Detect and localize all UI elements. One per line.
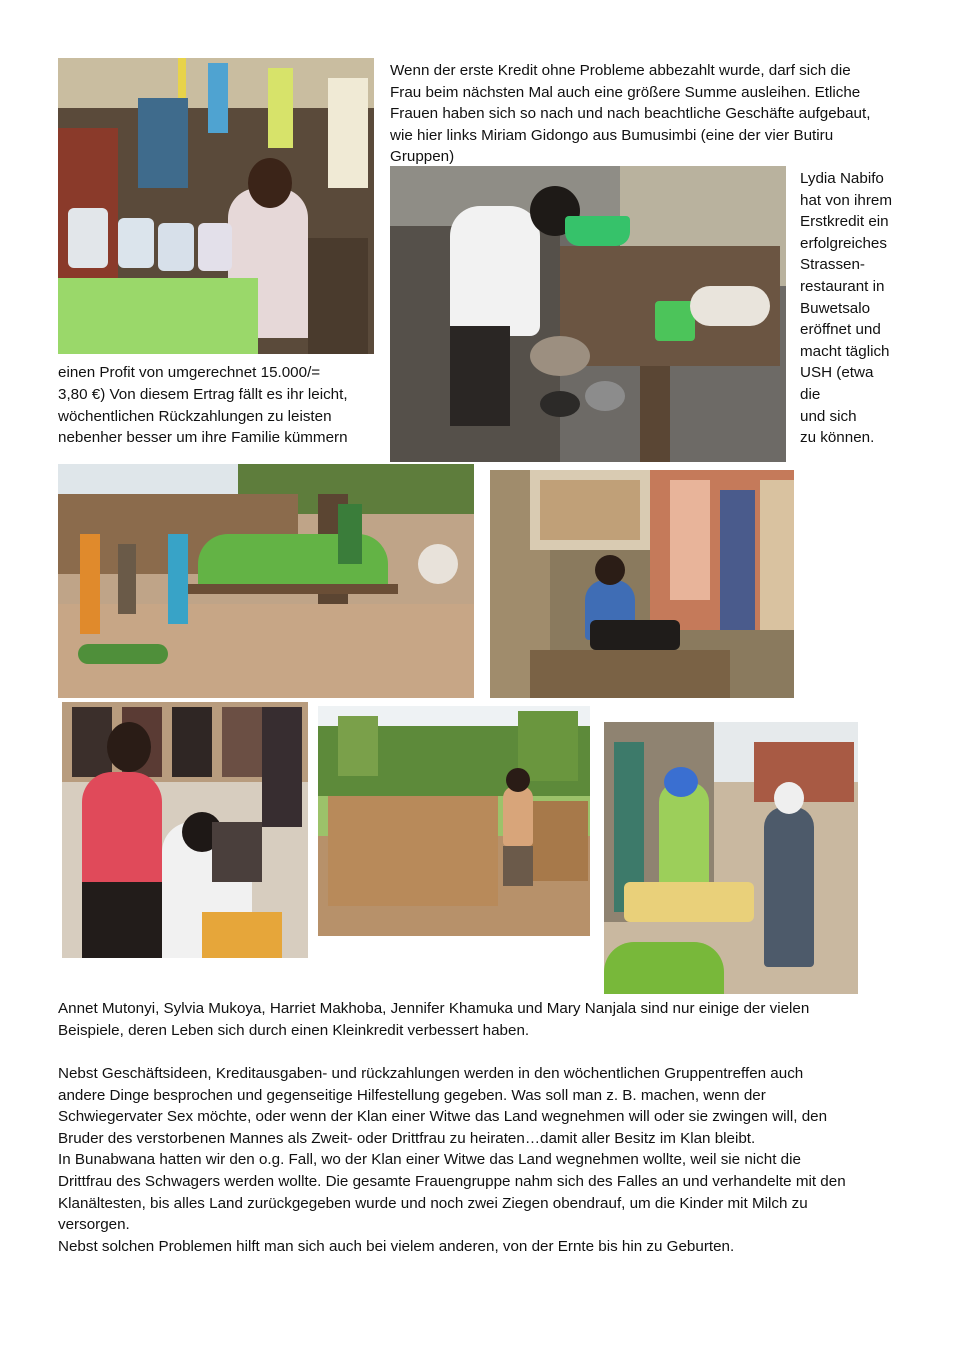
- text-line: versorgen.: [58, 1216, 130, 1234]
- text-line: nebenher besser um ihre Familie kümmern: [58, 429, 348, 447]
- text-line: Gruppen): [390, 148, 455, 166]
- text-line: eröffnet und: [800, 321, 881, 339]
- photo-restaurant-lydia: [390, 166, 786, 462]
- text-line: Erstkredit ein: [800, 213, 889, 231]
- text-line: wöchentlichen Rückzahlungen zu leisten: [58, 407, 332, 425]
- text-line: Frau beim nächsten Mal auch eine größere Summe ausleihen. Etliche: [390, 83, 861, 101]
- text-line: Strassen-: [800, 256, 865, 274]
- text-line: und sich: [800, 407, 857, 425]
- text-line: die: [800, 386, 821, 403]
- text-line: Wenn der erste Kredit ohne Probleme abbezahlt wurde, darf sich die: [390, 62, 851, 79]
- text-line: Klanältesten, bis alles Land zurückgegeben wurde und noch zwei Ziegen obendrauf, um die Kinder mit Milch zu: [58, 1194, 808, 1212]
- text-line: 3,80 €) Von diesem Ertrag fällt es ihr leicht,: [58, 386, 348, 403]
- text-line: Buwetsalo: [800, 299, 871, 317]
- photo-hair-salon: [62, 702, 308, 958]
- photo-banana-stall: [604, 722, 858, 994]
- text-line: Annet Mutonyi, Sylvia Mukoya, Harriet Makhoba, Jennifer Khamuka und Mary Nanjala sind nur einige der vielen: [58, 1000, 810, 1017]
- photo-firewood: [318, 706, 590, 936]
- text-line: Drittfrau des Schwagers werden wollte. Die gesamte Frauengruppe nahm sich des Falles an und verhandelte mit den: [58, 1173, 846, 1190]
- text-line: hat von ihrem: [800, 191, 893, 209]
- text-line: Nebst Geschäftsideen, Kreditausgaben- und rückzahlungen werden in den wöchentlichen Gruppentreffen auch: [58, 1065, 804, 1082]
- text-line: macht täglich: [800, 342, 890, 360]
- text-line: erfolgreiches: [800, 234, 887, 252]
- text-line: einen Profit von umgerechnet 15.000/=: [58, 364, 321, 382]
- text-line: restaurant in: [800, 278, 885, 295]
- text-line: Nebst solchen Problemen hilft man sich auch bei vielem anderen, von der Ernte bis hin zu Geburten.: [58, 1237, 735, 1255]
- text-line: Frauen haben sich so nach und nach beachtliche Geschäfte aufgebaut,: [390, 105, 871, 123]
- photo-shop-miriam: [58, 58, 374, 354]
- text-line: Beispiele, deren Leben sich durch einen Kleinkredit verbessert haben.: [58, 1021, 530, 1039]
- text-line: Bruder des verstorbenen Mannes als Zweit- oder Drittfrau zu heiraten…damit aller Besitz im Klan bleibt.: [58, 1129, 756, 1147]
- text-line: andere Dinge besprochen und gegenseitige Hilfestellung gegeben. Was soll man z. B. machen, wenn der: [58, 1086, 766, 1104]
- text-line: Lydia Nabifo: [800, 170, 884, 187]
- text-line: In Bunabwana hatten wir den o.g. Fall, wo der Klan einer Witwe das Land wegnehmen wollte, weil sie nicht die: [58, 1151, 801, 1169]
- photo-cabbage-stall: [58, 464, 474, 698]
- text-line: wie hier links Miriam Gidongo aus Bumusimbi (eine der vier Butiru: [390, 126, 834, 144]
- text-line: USH (etwa: [800, 364, 874, 382]
- text-line: Schwiegervater Sex möchte, oder wenn der Klan einer Witwe das Land wegnehmen will oder sie zwingen will, den: [58, 1108, 828, 1126]
- text-line: zu können.: [800, 429, 875, 447]
- photo-tailor-shop: [490, 470, 794, 698]
